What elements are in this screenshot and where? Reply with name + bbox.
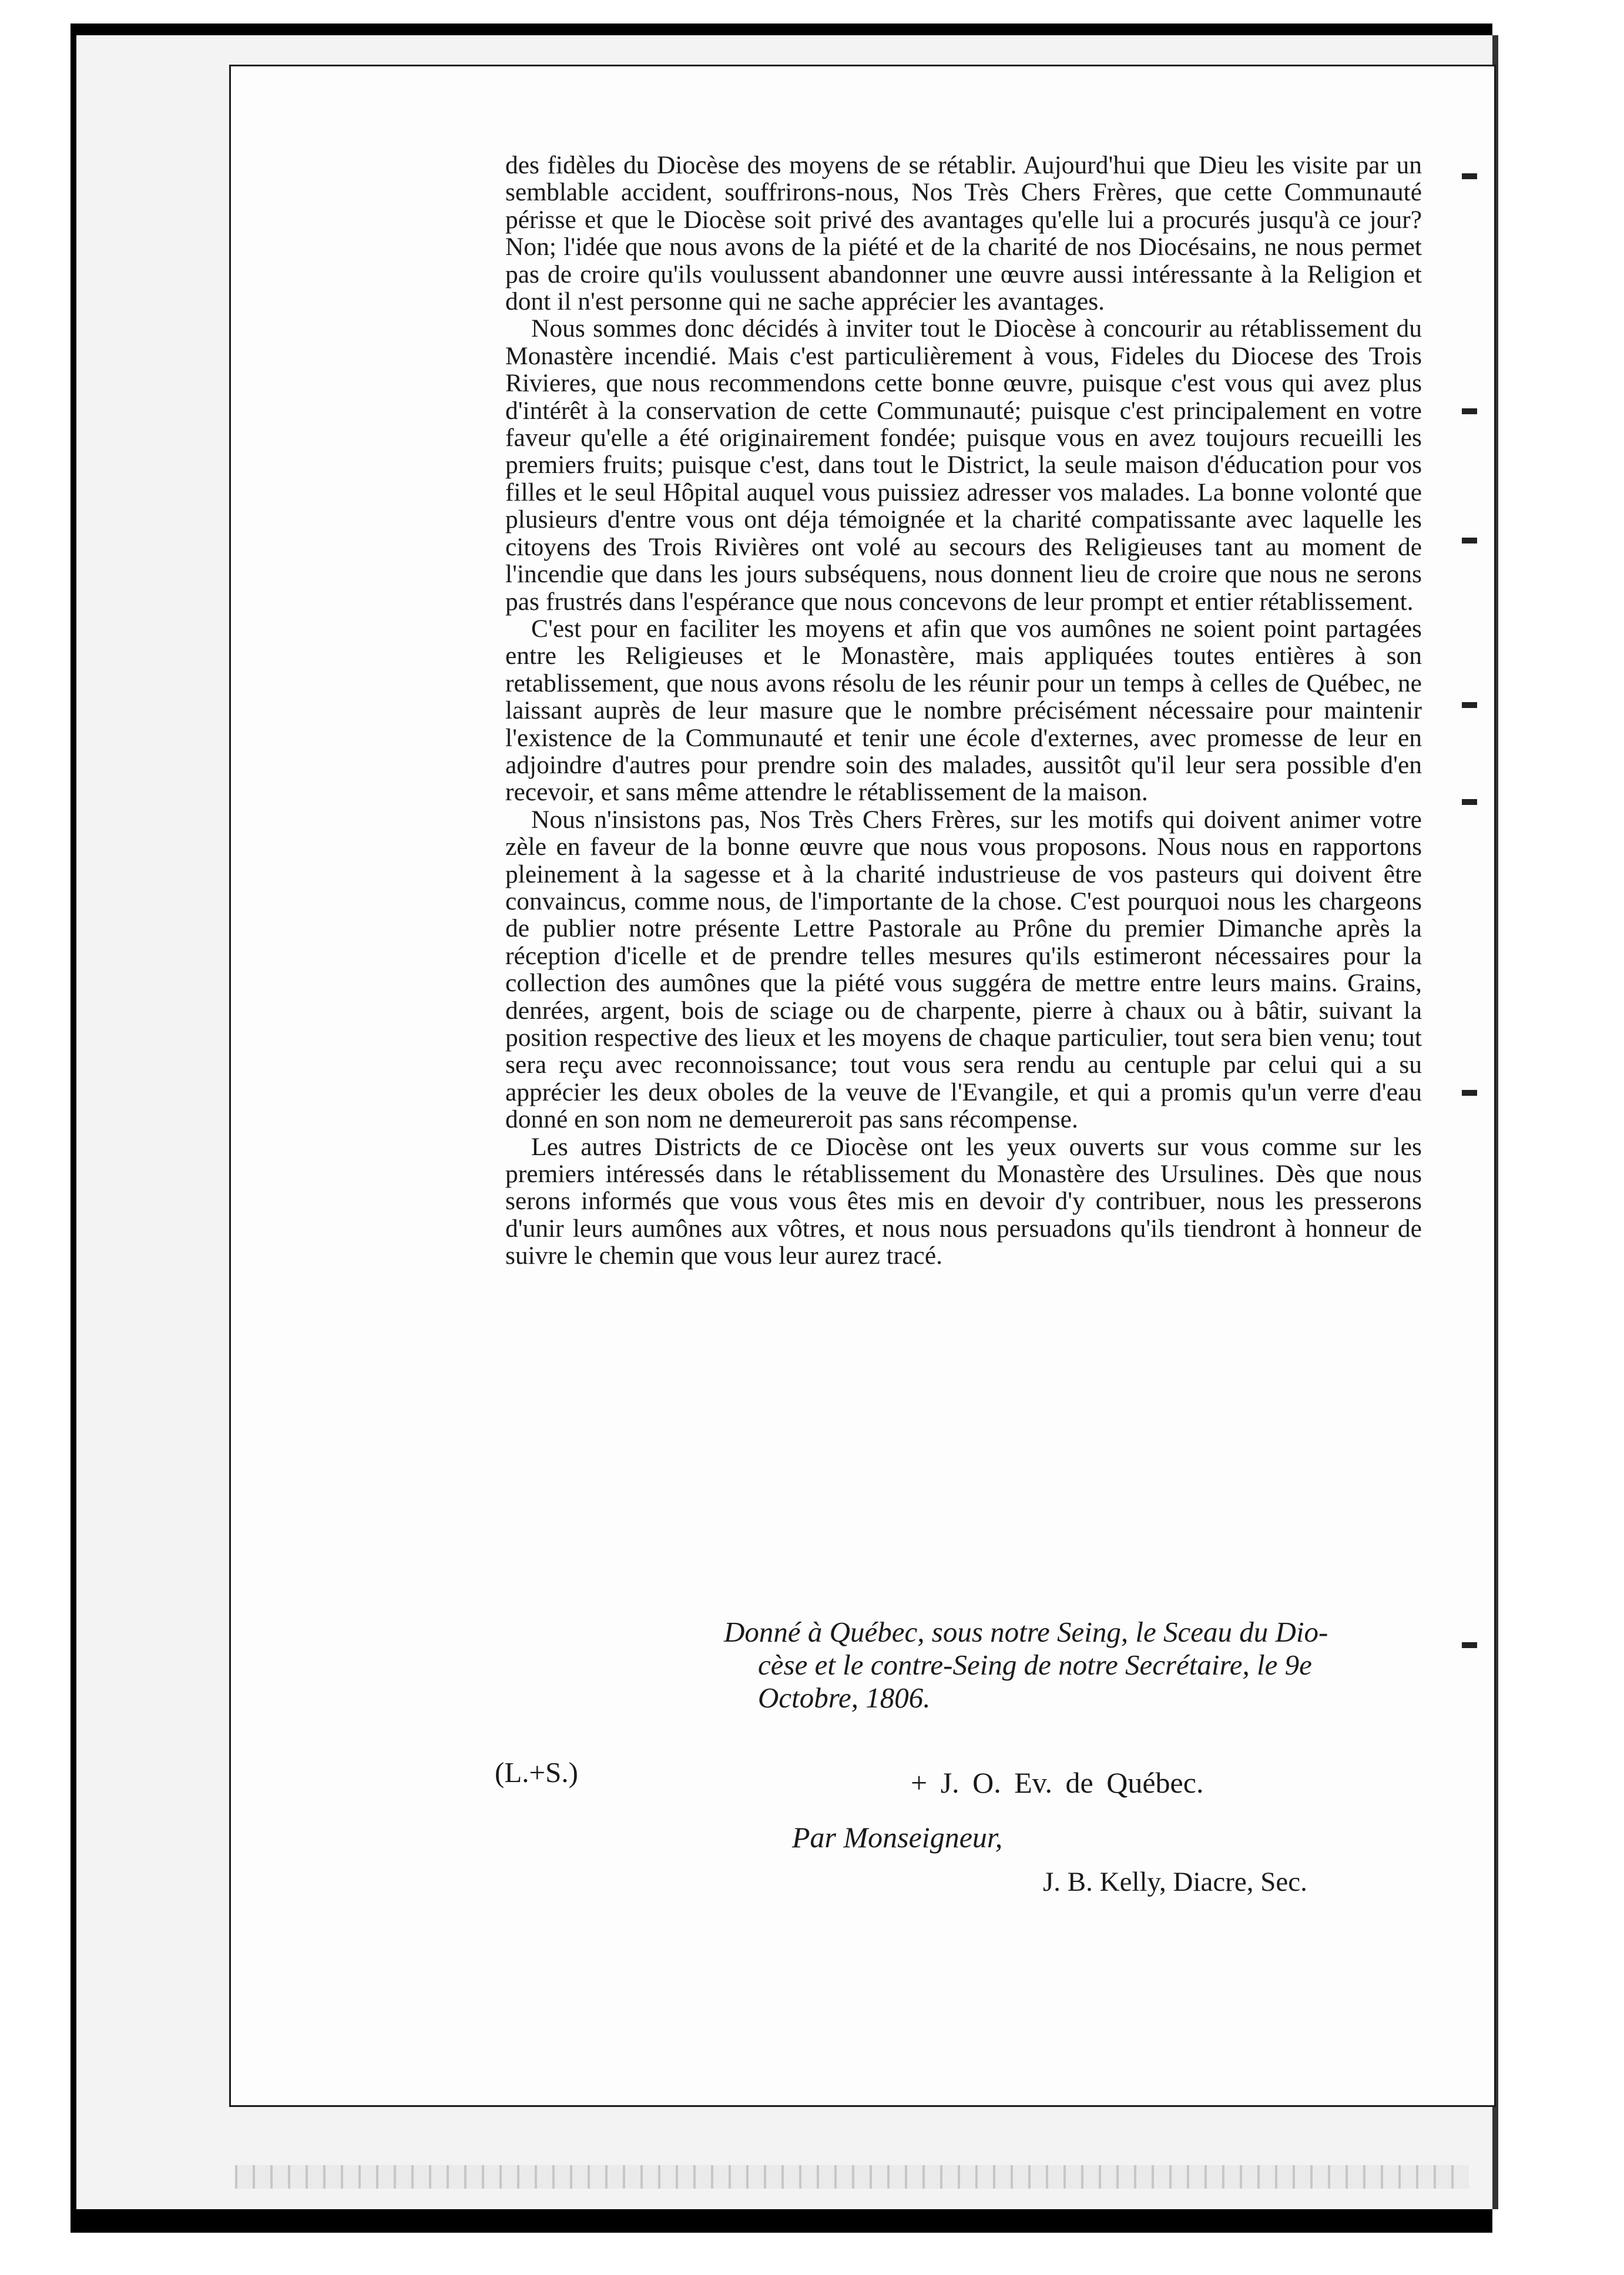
dateline-first-line: Donné à Québec, sous notre Seing, le Sceau du Dio- — [724, 1616, 1328, 1648]
par-monseigneur: Par Monseigneur, — [792, 1821, 1003, 1854]
scan-margin-right — [1492, 0, 1624, 2275]
dateline — [724, 1616, 1417, 1714]
page-bottom-edge — [235, 2165, 1469, 2189]
scan-margin-bottom — [0, 2233, 1624, 2275]
paragraph: Nous sommes donc décidés à inviter tout le Diocèse à concourir au rétablissement du Monastère incendié. Mais c'est particulièrement à vous, Fideles du Diocese des Trois Rivieres, que nous recommendons cette bonne œuvre, puisque c'est vous qui avez plus d'intérêt à la conservation de cette Communauté; puisque c'est principalement en votre faveur qu'elle a été originairement fondée; puisque vous en avez toujours recueilli les premiers fruits; puisque c'est, dans tout le District, la seule maison d'éducation pour vos filles et le seul Hôpital auquel vous puissiez adresser vos malades. La bonne volonté que plusieurs d'entre vous ont déja témoignée et la charité compatissante avec laquelle les citoyens des Trois Rivières ont volé au secours des Religieuses tant au moment de l'incendie que dans les jours subséquens, nous donnent lieu de croire que nous ne serons pas frustrés dans l'espérance que nous concevons de leur prompt et entier rétablissement. — [505, 314, 1422, 616]
scan-margin-left — [0, 0, 71, 2275]
seal-mark: (L.+S.) — [495, 1756, 578, 1789]
pastoral-letter-body — [505, 152, 1422, 1270]
dateline-rest: cèse et le contre-Seing de notre Secrétaire, le 9e Octobre, 1806. — [758, 1649, 1312, 1714]
secretary-signature: J. B. Kelly, Diacre, Sec. — [1043, 1867, 1307, 1897]
scan-margin-top — [0, 0, 1624, 24]
paragraph: C'est pour en faciliter les moyens et afin que vos aumônes ne soient point partagées entre les Religieuses et le Monastère, mais appliquées toutes entières à son retablissement, que nous avons résolu de les réunir pour un temps à celles de Québec, ne laissant auprès de leur masure que le nombre précisément nécessaire pour maintenir l'existence de la Communauté et tenir une école d'externes, avec promesse de leur en adjoindre d'autres pour prendre soin des malades, aussitôt qu'il leur sera possible d'en recevoir, et sans même attendre le rétablissement de la maison. — [505, 614, 1422, 807]
paragraph: Nous n'insistons pas, Nos Très Chers Frères, sur les motifs qui doivent animer votre zèle en faveur de la bonne œuvre que nous vous proposons. Nous nous en rapportons pleinement à la sagesse et à la charité industrieuse de vos pasteurs qui doivent être convaincus, comme nous, de l'importante de la chose. C'est pourquoi nous les chargeons de publier notre présente Lettre Pastorale au Prône du premier Dimanche après la réception d'icelle et de prendre telles mesures qu'ils estimeront nécessaires pour la collection des aumônes que la piété vous suggéra de mettre entre leurs mains. Grains, denrées, argent, bois de sciage ou de charpente, pierre à chaux ou à bâtir, suivant la position respective des lieux et les moyens de chaque particulier, tout sera bien venu; tout sera reçu avec reconnoissance; tout vous sera rendu au centuple par celui qui a su apprécier les deux oboles de la veuve de l'Evangile, et qui a promis qu'un verre d'eau donné en son nom ne demeureroit pas sans récompense. — [505, 805, 1422, 1134]
paragraph: Les autres Districts de ce Diocèse ont les yeux ouverts sur vous comme sur les premiers intéressés dans le rétablissement du Monastère des Ursulines. Dès que nous serons informés que vous vous êtes mis en devoir d'y contribuer, nous les presserons d'unir leurs aumônes aux vôtres, et nous nous persuadons qu'ils tiendront à honneur de suivre le chemin que vous leur aurez tracé. — [505, 1132, 1422, 1270]
paragraph: des fidèles du Diocèse des moyens de se rétablir. Aujourd'hui que Dieu les visite par un semblable accident, souffrirons-nous, Nos Très Chers Frères, que cette Communauté périsse et que le Diocèse soit privé des avantages qu'elle lui a procurés jusqu'à ce jour? Non; l'idée que nous avons de la piété et de la charité de nos Diocésains, ne nous permet pas de croire qu'ils voulussent abandonner une œuvre aussi intéressante à la Religion et dont il n'est personne qui ne sache apprécier les avantages. — [505, 151, 1422, 316]
bishop-signature: + J. O. Ev. de Québec. — [911, 1766, 1204, 1799]
